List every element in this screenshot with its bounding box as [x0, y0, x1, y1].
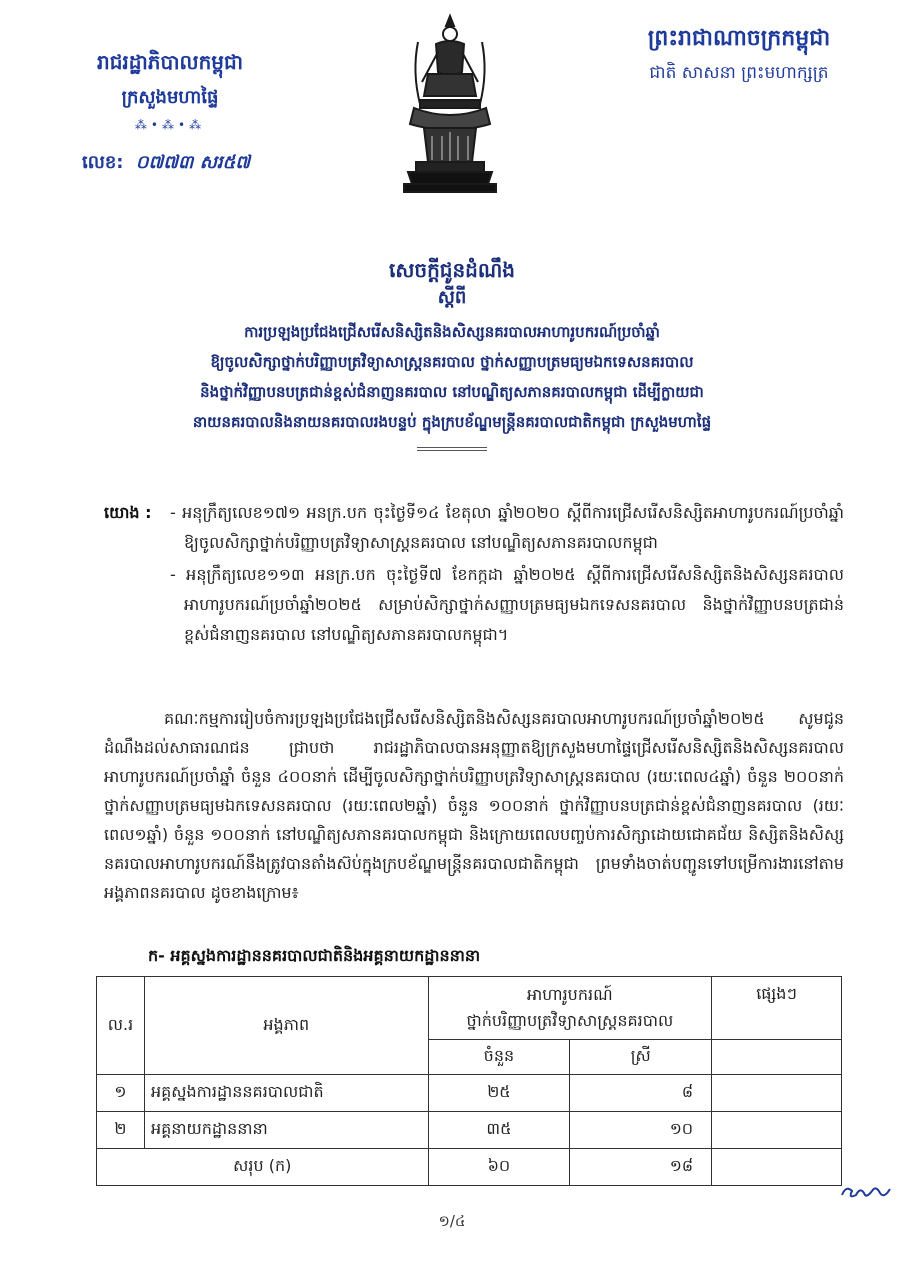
header-unit: អង្គភាព: [144, 977, 428, 1075]
row-other: [712, 1075, 842, 1112]
header-scholarship-line-2: ថ្នាក់បរិញ្ញាបត្រវិទ្យាសាស្ត្រនគរបាល: [466, 1011, 674, 1030]
header-other: ផ្សេងៗ: [712, 977, 842, 1040]
page-number: ១/៤: [438, 1212, 466, 1230]
reference-value: ០៧៧៣ សរ៥៧: [135, 152, 251, 173]
title-subject-line-3: និងថ្នាក់វិញ្ញាបនបត្រជាន់ខ្ពស់ជំនាញនគរបាល នៅបណ្ឌិត្យសភានគរបាលកម្ពុជា ដើម្បីក្លាយជា: [200, 383, 704, 401]
references-section: [104, 498, 844, 652]
reference-item-1: - អនុក្រឹត្យលេខ១៧១ អនក្រ.បក ចុះថ្ងៃទី១៤ ខែតុលា ឆ្នាំ២០២០ ស្ដីពីការជ្រើសរើសនិស្សិតអាហារូបករណ៍ប្រចាំឆ្នាំ ឱ្យចូលសិក្សាថ្នាក់បរិញ្ញាបត្រវិទ្យាសាស្ត្រនគរបាល នៅបណ្ឌិត្យសភានគរបាលកម្ពុជា: [170, 503, 844, 552]
reference-number: [82, 150, 250, 177]
sum-other: [712, 1149, 842, 1186]
allocation-table: [96, 976, 842, 1186]
header-scholarship: [428, 977, 712, 1040]
row-female: ១០: [570, 1112, 712, 1149]
row-unit: អគ្គស្នងការដ្ឋាននគរបាលជាតិ: [144, 1075, 428, 1112]
row-other: [712, 1112, 842, 1149]
row-unit: អគ្គនាយកដ្ឋាននានា: [144, 1112, 428, 1149]
kingdom-name: ព្រះរាជាណាចក្រកម្ពុជា: [647, 26, 831, 51]
notice-title: [60, 255, 844, 451]
row-no: ២: [97, 1112, 145, 1149]
row-total: ៣៥: [428, 1112, 570, 1149]
references-label: យោង :: [104, 503, 152, 522]
title-regarding: ស្ដីពី: [437, 287, 467, 308]
title-divider: [417, 447, 487, 451]
kingdom-header: [614, 24, 864, 86]
sum-total: ៦០: [428, 1149, 570, 1186]
title-subject-line-1: ការប្រឡងប្រជែងជ្រើសរើសនិស្សិតនិងសិស្សនគរបាលអាហារូបករណ៍ប្រចាំឆ្នាំ: [244, 323, 660, 341]
title-notice: សេចក្ដីជូនដំណឹង: [389, 258, 515, 282]
title-subject-line-2: ឱ្យចូលសិក្សាថ្នាក់បរិញ្ញាបត្រវិទ្យាសាស្ត្រនគរបាល ថ្នាក់សញ្ញាបត្រមធ្យមឯកទេសនគរបាល: [210, 353, 694, 371]
header-other-sub: [712, 1040, 842, 1075]
ministry-name: ក្រសួងមហាផ្ទៃ: [121, 87, 219, 108]
body-paragraph: គណៈកម្មការរៀបចំការប្រឡងប្រជែងជ្រើសរើសនិស្សិតនិងសិស្សនគរបាលអាហារូបករណ៍ប្រចាំឆ្នាំ២០២៥ សូមជូនដំណឹងដល់សាធារណជន ជ្រាបថា រាជរដ្ឋាភិបាលបានអនុញ្ញាតឱ្យក្រសួងមហាផ្ទៃជ្រើសរើសនិស្សិតនិងសិស្សនគរបាលអាហារូបករណ៍ប្រចាំឆ្នាំ ចំនួន ៤០០នាក់ ដើម្បីចូលសិក្សាថ្នាក់បរិញ្ញាបត្រវិទ្យាសាស្ត្រនគរបាល (រយៈពេល៤ឆ្នាំ) ចំនួន ២០០នាក់ ថ្នាក់សញ្ញាបត្រមធ្យមឯកទេសនគរបាល (រយៈពេល២ឆ្នាំ) ចំនួន ១០០នាក់ ថ្នាក់វិញ្ញាបនបត្រជាន់ខ្ពស់ជំនាញនគរបាល (រយៈពេល១ឆ្នាំ) ចំនួន ១០០នាក់ នៅបណ្ឌិត្យសភានគរបាលកម្ពុជា និងក្រោយពេលបញ្ចប់ការសិក្សាដោយជោគជ័យ និស្សិតនិងសិស្សនគរបាលអាហារូបករណ៍នឹងត្រូវបានតាំងស៊ប់ក្នុងក្របខ័ណ្ឌមន្ត្រីនគរបាលជាតិកម្ពុជា ព្រមទាំងចាត់បញ្ជូនទៅបម្រើការងារនៅតាមអង្គភាពនគរបាល ដូចខាងក្រោម៖: [104, 709, 845, 902]
reference-label: លេខ:: [82, 152, 124, 173]
royal-emblem-icon: [398, 12, 502, 222]
table-sum-row: [97, 1149, 842, 1186]
header-total: ចំនួន: [428, 1040, 570, 1075]
row-no: ១: [97, 1075, 145, 1112]
header-female: ស្រី: [570, 1040, 712, 1075]
header-no: ល.រ: [97, 977, 145, 1075]
reference-item-2: - អនុក្រឹត្យលេខ១១៣ អនក្រ.បក ចុះថ្ងៃទី៧ ខែកក្កដា ឆ្នាំ២០២៥ ស្ដីពីការជ្រើសរើសនិស្សិតនិងសិស្សនគរបាលអាហារូបករណ៍ប្រចាំឆ្នាំ២០២៥ សម្រាប់សិក្សាថ្នាក់សញ្ញាបត្រមធ្យមឯកទេសនគរបាល និងថ្នាក់វិញ្ញាបនបត្រជាន់ខ្ពស់ជំនាញនគរបាល នៅបណ្ឌិត្យសភានគរបាលកម្ពុជា។: [170, 565, 844, 644]
row-total: ២៥: [428, 1075, 570, 1112]
title-subject-line-4: នាយនគរបាលនិងនាយនគរបាលរងបន្ទប់ ក្នុងក្របខ័ណ្ឌមន្ត្រីនគរបាលជាតិកម្ពុជា ក្រសួងមហាផ្ទៃ: [192, 413, 712, 431]
issuer-block: [60, 48, 280, 132]
header-scholarship-line-1: អាហារូបករណ៍: [527, 985, 613, 1004]
ornament: ⁂•⁂•⁂: [134, 118, 206, 132]
national-motto: ជាតិ សាសនា ព្រះមហាក្សត្រ: [649, 63, 829, 83]
section-a-heading: ក- អគ្គស្នងការដ្ឋាននគរបាលជាតិនិងអគ្គនាយកដ្ឋាននានា: [148, 946, 481, 965]
row-female: ៨: [570, 1075, 712, 1112]
sum-female: ១៨: [570, 1149, 712, 1186]
table-row: [97, 1075, 842, 1112]
initials-signature-icon: [836, 1177, 896, 1205]
table-row: [97, 1112, 842, 1149]
sum-label: សរុប (ក): [97, 1149, 429, 1186]
government-name: រាជរដ្ឋាភិបាលកម្ពុជា: [97, 50, 243, 74]
